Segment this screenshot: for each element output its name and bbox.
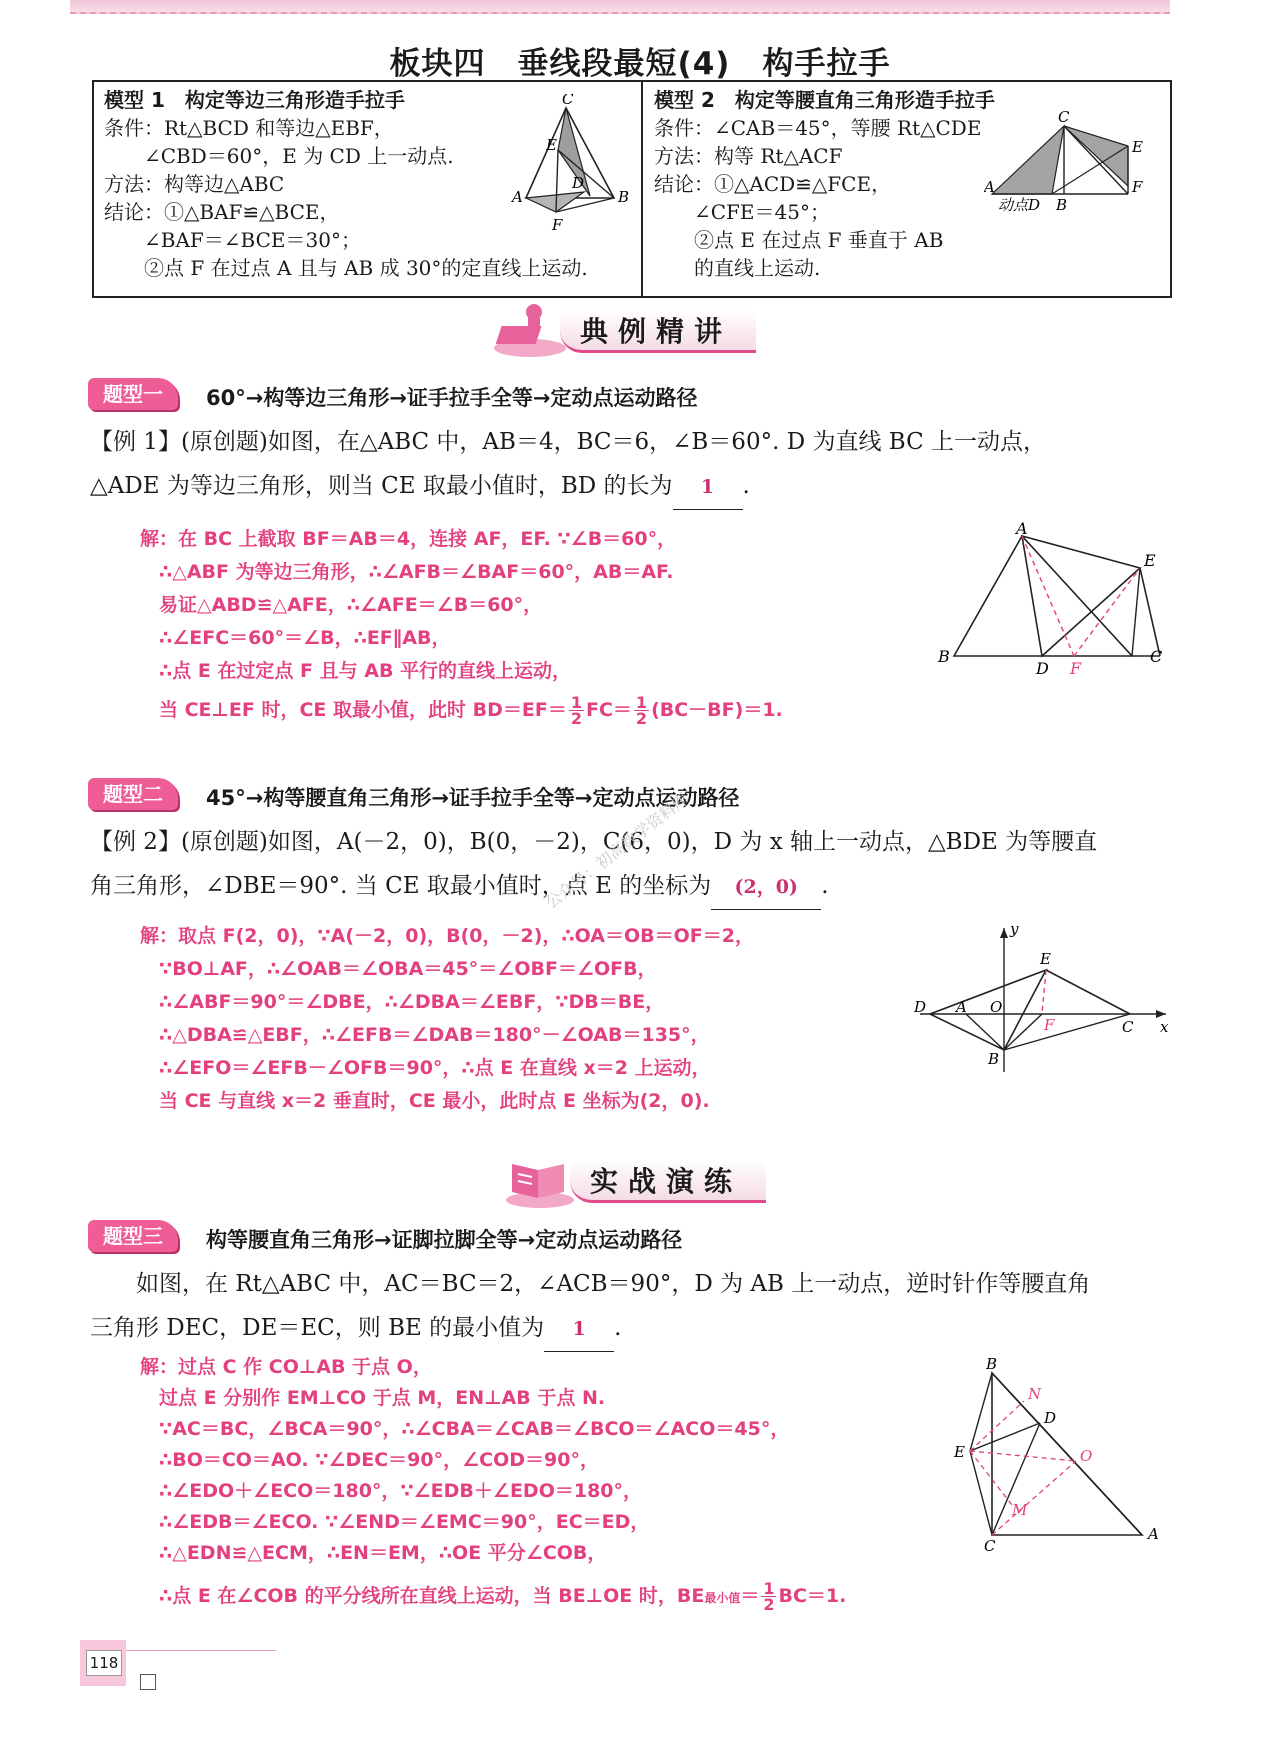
example1-figure [930, 522, 1170, 682]
model1-label: F [552, 216, 563, 234]
fig2-label: F [1044, 1016, 1055, 1034]
solution-line: ∴△DBA≌△EBF，∴∠EFB＝∠DAB＝180°－∠OAB＝135°， [140, 1024, 710, 1046]
solution-line: ∴BO＝CO＝AO. ∵∠DEC＝90°，∠COD＝90°， [140, 1449, 599, 1471]
fig3-label: N [1028, 1385, 1042, 1403]
answer-blank: (2，0) [711, 865, 821, 910]
solution-line [140, 694, 783, 727]
fig1-label: F [1070, 659, 1082, 678]
fraction-den: 2 [570, 709, 582, 728]
question-text: 三角形 DEC，DE＝EC，则 BE 的最小值为 [90, 1315, 545, 1341]
question-line: 【例 1】(原创题)如图，在△ABC 中，AB＝4，BC＝6，∠B＝60°. D 为直线 BC 上一动点， [90, 429, 1046, 455]
model1-figure [494, 94, 634, 234]
model1-label: B [618, 188, 630, 206]
fraction-den: 2 [635, 709, 648, 728]
question-line: 如图，在 Rt△ABC 中，AC＝BC＝2，∠ACB＝90°，D 为 AB 上一动点，逆时针作等腰直角 [136, 1271, 1091, 1297]
solution-line: ∵BO⊥AF，∴∠OAB＝∠OBA＝45°＝∠OBF＝∠OFB， [140, 958, 657, 980]
fig3-label: E [954, 1443, 965, 1461]
practice-figure [940, 1355, 1170, 1555]
question-end: . [742, 473, 750, 499]
practice-question [90, 1262, 1180, 1352]
model1-label: A [512, 188, 523, 206]
solution-line: 解：取点 F(2，0)，∵A(－2，0)，B(0，－2)，∴OA＝OB＝OF＝2， [140, 925, 754, 947]
fig2-label: C [1122, 1018, 1134, 1036]
fig1-label: B [938, 647, 950, 666]
example2-solution [140, 920, 754, 1118]
fig3-label: A [1148, 1525, 1159, 1543]
fig3-label: M [1012, 1501, 1028, 1519]
solution-line: 解：在 BC 上截取 BF＝AB＝4，连接 AF，EF. ∵∠B＝60°， [140, 528, 677, 550]
solution-line [140, 1581, 846, 1614]
model1-title: 模型 1 构定等边三角形造手拉手 [104, 88, 405, 112]
model-divider [641, 82, 643, 296]
fig2-label: B [988, 1050, 1000, 1068]
solution-line: ∴△EDN≌△ECM，∴EN＝EM，∴OE 平分∠COB， [140, 1542, 607, 1564]
model1-label: C [562, 94, 574, 108]
model1-label: E [546, 136, 557, 154]
answer-blank: 1 [544, 1307, 614, 1352]
question-line [90, 1306, 1180, 1352]
model2-label: 动点D [998, 196, 1041, 214]
checkbox-square [140, 1674, 156, 1690]
model2-line: 结论：①△ACD≌△FCE， [654, 172, 892, 196]
question-text: △ADE 为等边三角形，则当 CE 取最小值时，BD 的长为 [90, 473, 673, 499]
type1-heading: 60°→构等边三角形→证手拉手全等→定动点运动路径 [206, 386, 698, 410]
model2-figure [984, 110, 1154, 220]
solution-line: 过点 E 分别作 EM⊥CO 于点 M，EN⊥AB 于点 N. [140, 1387, 606, 1409]
solution-line: ∴∠EDO＋∠ECO＝180°，∵∠EDB＋∠EDO＝180°， [140, 1480, 643, 1502]
solution-line: 易证△ABD≌△AFE，∴∠AFE＝∠B＝60°， [140, 594, 543, 616]
model2-line: 的直线上运动. [654, 256, 821, 280]
fig1-label: C [1150, 647, 1163, 666]
type2-heading: 45°→构等腰直角三角形→证手拉手全等→定动点运动路径 [206, 786, 740, 810]
model-box [92, 80, 1172, 298]
solution-text: ＝ [740, 1585, 760, 1607]
fig1-label: D [1036, 659, 1049, 678]
fraction [761, 1581, 776, 1612]
subscript: 最小值 [704, 1591, 741, 1605]
type1-tag: 题型一 [88, 378, 178, 410]
question-line: 【例 2】(原创题)如图，A(－2，0)，B(0，－2)，C(6，0)，D 为 x 轴上一动点，△BDE 为等腰直 [90, 829, 1098, 855]
solution-text: 当 CE⊥EF 时，CE 取最小值，此时 BD＝EF＝ [140, 699, 567, 721]
banner-examples-text: 典例精讲 [580, 315, 733, 348]
page-title: 板块四 垂线段最短(4) 构手拉手 [389, 46, 891, 82]
fraction-num: 1 [570, 693, 582, 712]
fraction [569, 695, 584, 726]
model1-line: ∠CBD＝60°，E 为 CD 上一动点. [104, 144, 454, 168]
fig2-label: x [1160, 1018, 1169, 1036]
model2-label: F [1132, 178, 1143, 196]
footer-line [126, 1650, 276, 1651]
model2-label: B [1056, 196, 1068, 214]
practice-solution [140, 1352, 846, 1614]
page-number-box [80, 1640, 126, 1686]
fig3-label: B [986, 1355, 998, 1373]
solution-line: 当 CE 与直线 x＝2 垂直时，CE 最小，此时点 E 坐标为(2，0). [140, 1090, 710, 1112]
model2-line: 条件：∠CAB＝45°，等腰 Rt△CDE [654, 116, 982, 140]
model1-text [104, 86, 588, 282]
solution-line: ∴∠EFO＝∠EFB－∠OFB＝90°，∴点 E 在直线 x＝2 上运动， [140, 1057, 711, 1079]
solution-text: ∴点 E 在∠COB 的平分线所在直线上运动，当 BE⊥OE 时，BE [140, 1585, 705, 1607]
model1-line: 结论：①△BAF≌△BCE， [104, 200, 340, 224]
fig3-label: C [984, 1537, 996, 1555]
example2-figure [900, 920, 1180, 1080]
solution-line: ∴点 E 在过定点 F 且与 AB 平行的直线上运动， [140, 660, 572, 682]
example1-question [90, 420, 1180, 510]
solution-line: ∴∠EFC＝60°＝∠B，∴EF∥AB， [140, 627, 451, 649]
model2-line: 方法：构等 Rt△ACF [654, 144, 843, 168]
solution-line: ∵AC＝BC，∠BCA＝90°，∴∠CBA＝∠CAB＝∠BCO＝∠ACO＝45°， [140, 1418, 790, 1440]
solution-text: (BC－BF)＝1. [651, 699, 783, 721]
watermark: 公众号：初高数学资料库 [541, 788, 693, 913]
model2-label: A [984, 178, 995, 196]
fraction-num: 1 [763, 1579, 775, 1598]
solution-text: BC＝1. [778, 1585, 847, 1607]
question-line [90, 864, 1180, 910]
page-number: 118 [86, 1650, 122, 1676]
model1-line: ②点 F 在过点 A 且与 AB 成 30°的定直线上运动. [104, 256, 588, 280]
top-decor-bar [70, 0, 1170, 14]
model2-title: 模型 2 构定等腰直角三角形造手拉手 [654, 88, 995, 112]
model2-line: ②点 E 在过点 F 垂直于 AB [654, 228, 944, 252]
example1-solution [140, 523, 783, 727]
model1-line: 方法：构等边△ABC [104, 172, 285, 196]
solution-text: FC＝ [585, 699, 632, 721]
question-end: . [821, 873, 829, 899]
type3-heading: 构等腰直角三角形→证脚拉脚全等→定动点运动路径 [206, 1228, 683, 1252]
model2-label: C [1058, 110, 1070, 126]
fig1-label: A [1016, 522, 1028, 538]
type3-tag: 题型三 [88, 1220, 178, 1252]
banner-practice-text: 实战演练 [590, 1165, 743, 1198]
solution-line: ∴∠ABF＝90°＝∠DBE，∴∠DBA＝∠EBF，∵DB＝BE， [140, 991, 665, 1013]
teacher-icon [490, 300, 568, 360]
fig2-label: E [1040, 950, 1051, 968]
fraction-den: 2 [763, 1595, 775, 1614]
fig2-label: D [914, 998, 927, 1016]
fig3-label: O [1080, 1447, 1093, 1465]
fraction-num: 1 [635, 693, 648, 712]
banner-practice [500, 1150, 790, 1206]
model1-label: D [572, 174, 585, 192]
model2-text [654, 86, 1034, 282]
fig3-label: D [1044, 1409, 1057, 1427]
fig2-label: O [990, 998, 1003, 1016]
model1-line: 条件：Rt△BCD 和等边△EBF， [104, 116, 394, 140]
question-end: . [614, 1315, 622, 1341]
answer-blank: 1 [673, 465, 743, 510]
model2-line: ∠CFE＝45°； [654, 200, 830, 224]
banner-examples [490, 300, 780, 356]
solution-line: ∴△ABF 为等边三角形，∴∠AFB＝∠BAF＝60°，AB＝AF. [140, 561, 674, 583]
solution-line: ∴∠EDB＝∠ECO. ∵∠END＝∠EMC＝90°，EC＝ED， [140, 1511, 650, 1533]
book-icon [500, 1150, 578, 1210]
solution-line: 解：过点 C 作 CO⊥AB 于点 O， [140, 1356, 432, 1378]
fig2-label: A [956, 998, 967, 1016]
type2-tag: 题型二 [88, 778, 178, 810]
fig2-label: y [1010, 920, 1019, 938]
question-text: 角三角形，∠DBE＝90°. 当 CE 取最小值时，点 E 的坐标为 [90, 873, 712, 899]
fig1-label: E [1144, 551, 1156, 570]
model1-line: ∠BAF＝∠BCE＝30°； [104, 228, 361, 252]
question-line [90, 464, 1180, 510]
fraction [634, 695, 649, 726]
model2-label: E [1132, 138, 1143, 156]
